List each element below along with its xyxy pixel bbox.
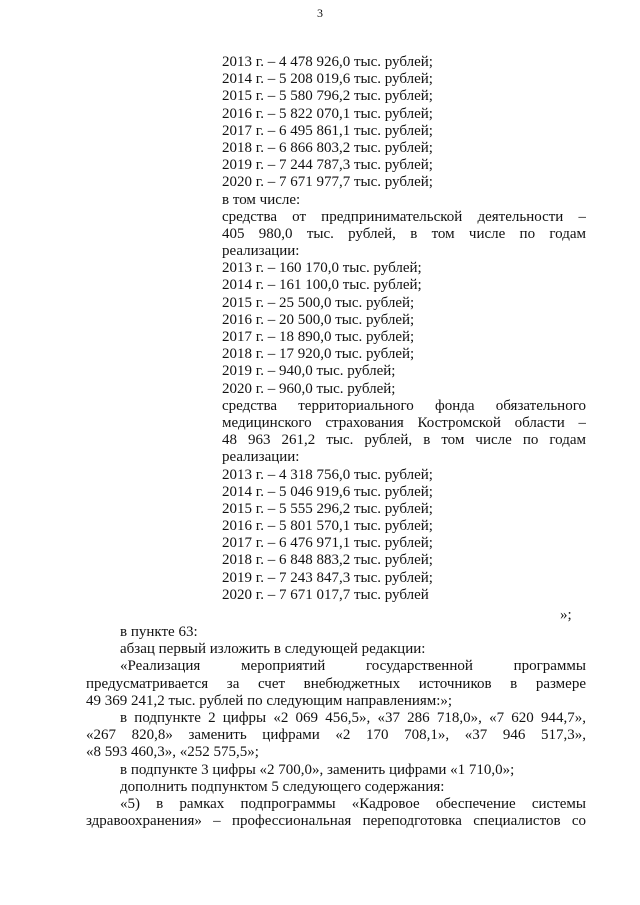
fund-text-line: медицинского страхования Костромской области – — [222, 414, 586, 431]
business-year-line: 2016 г. – 20 500,0 тыс. рублей; — [222, 311, 415, 328]
year-line: 2018 г. – 6 866 803,2 тыс. рублей; — [222, 139, 433, 156]
business-year-line: 2015 г. – 25 500,0 тыс. рублей; — [222, 294, 415, 311]
business-year-line: 2019 г. – 940,0 тыс. рублей; — [222, 363, 396, 380]
business-year-line: 2018 г. – 17 920,0 тыс. рублей; — [222, 346, 415, 363]
closing-quote: »; — [560, 607, 572, 623]
fund-text-line: 48 963 261,2 тыс. рублей, в том числе по годам — [222, 432, 586, 449]
year-line: 2014 г. – 5 208 019,6 тыс. рублей; — [222, 71, 433, 88]
paragraph: в подпункте 3 цифры «2 700,0», заменить цифрами «1 710,0»; — [120, 761, 515, 778]
fund-year-line: 2017 г. – 6 476 971,1 тыс. рублей; — [222, 535, 433, 552]
paragraph: дополнить подпунктом 5 следующего содержания: — [120, 778, 445, 795]
amendment-text — [86, 624, 586, 830]
in-total-label: в том числе: — [222, 191, 301, 208]
year-line: 2020 г. – 7 671 977,7 тыс. рублей; — [222, 174, 433, 191]
page-number: 3 — [317, 6, 323, 20]
fund-year-line: 2019 г. – 7 243 847,3 тыс. рублей; — [222, 569, 433, 586]
funding-column — [222, 54, 586, 604]
business-year-line: 2020 г. – 960,0 тыс. рублей; — [222, 380, 396, 397]
year-line: 2019 г. – 7 244 787,3 тыс. рублей; — [222, 157, 433, 174]
paragraph-line: 49 369 241,2 тыс. рублей по следующим направлениям:»; — [86, 692, 453, 709]
year-line: 2015 г. – 5 580 796,2 тыс. рублей; — [222, 88, 433, 105]
business-year-line: 2014 г. – 161 100,0 тыс. рублей; — [222, 277, 422, 294]
fund-year-line: 2016 г. – 5 801 570,1 тыс. рублей; — [222, 518, 433, 535]
year-line: 2017 г. – 6 495 861,1 тыс. рублей; — [222, 122, 433, 139]
paragraph-line: предусматривается за счет внебюджетных источников в размере — [86, 675, 586, 692]
business-text-line: 405 980,0 тыс. рублей, в том числе по годам — [222, 225, 586, 242]
fund-year-line: 2018 г. – 6 848 883,2 тыс. рублей; — [222, 552, 433, 569]
paragraph: в пункте 63: — [120, 624, 198, 640]
fund-text-line: средства территориального фонда обязательного — [222, 397, 586, 414]
fund-year-line: 2014 г. – 5 046 919,6 тыс. рублей; — [222, 483, 433, 500]
paragraph-line: в подпункте 2 цифры «2 069 456,5», «37 286 718,0», «7 620 944,7», — [120, 709, 586, 726]
business-year-line: 2017 г. – 18 890,0 тыс. рублей; — [222, 329, 415, 345]
fund-year-line: 2020 г. – 7 671 017,7 тыс. рублей — [222, 586, 429, 603]
year-line: 2016 г. – 5 822 070,1 тыс. рублей; — [222, 105, 433, 122]
year-line: 2013 г. – 4 478 926,0 тыс. рублей; — [222, 54, 433, 70]
paragraph-line: «267 820,8» заменить цифрами «2 170 708,1», «37 946 517,3», — [86, 727, 586, 744]
paragraph-line: здравоохранения» – профессиональная переподготовка специалистов со — [86, 813, 586, 830]
fund-year-line: 2015 г. – 5 555 296,2 тыс. рублей; — [222, 500, 433, 517]
fund-year-line: 2013 г. – 4 318 756,0 тыс. рублей; — [222, 466, 433, 483]
paragraph: абзац первый изложить в следующей редакции: — [120, 641, 426, 658]
paragraph-line: «Реализация мероприятий государственной программы — [120, 658, 586, 675]
fund-text-line: реализации: — [222, 449, 300, 466]
business-text-line: реализации: — [222, 243, 300, 260]
business-text-line: средства от предпринимательской деятельности – — [222, 208, 586, 225]
business-year-line: 2013 г. – 160 170,0 тыс. рублей; — [222, 260, 422, 277]
paragraph-line: «5) в рамках подпрограммы «Кадровое обеспечение системы — [120, 795, 586, 812]
paragraph-line: «8 593 460,3», «252 575,5»; — [86, 744, 259, 761]
